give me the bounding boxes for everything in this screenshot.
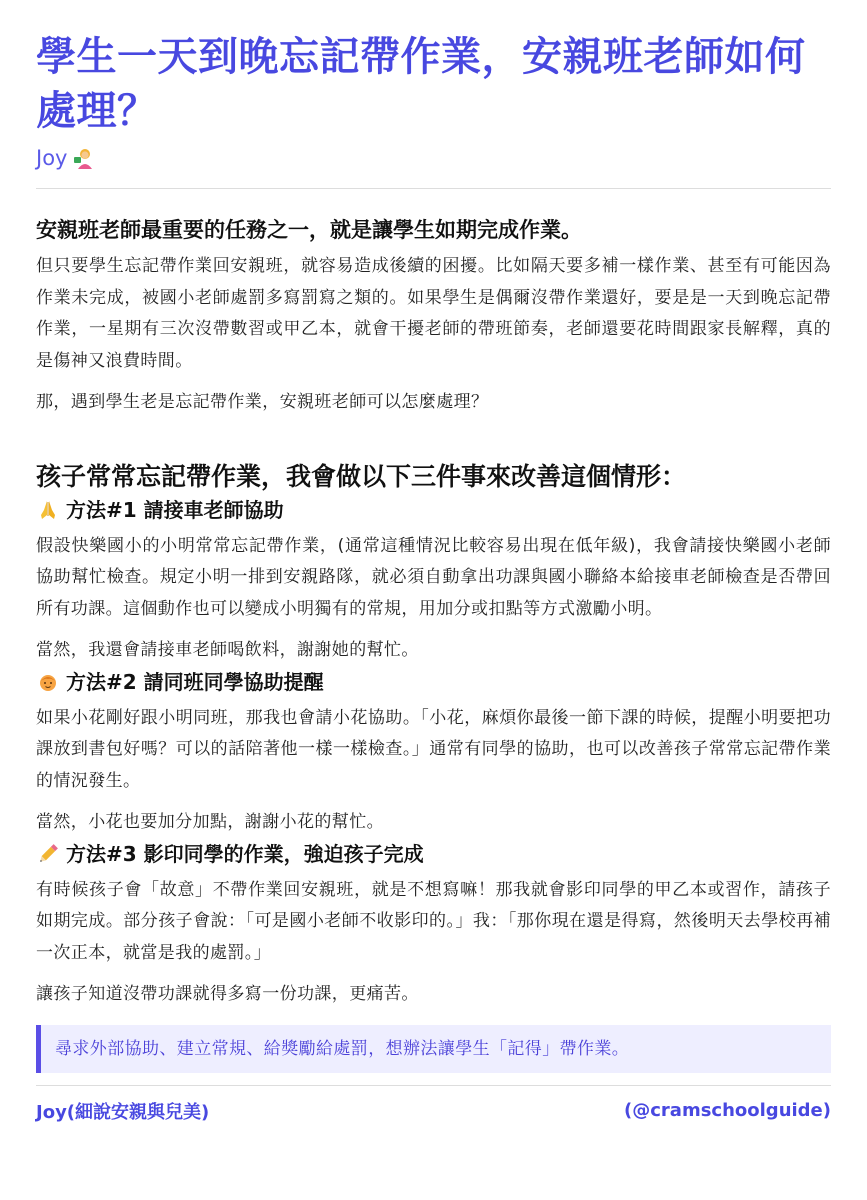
author-name: Joy (36, 146, 68, 170)
method-paragraph: 當然，小花也要加分加點，謝謝小花的幫忙。 (36, 812, 384, 832)
praying-hands-icon (36, 498, 60, 522)
footer-author: Joy(細說安親與兒美) (36, 1101, 210, 1123)
lead-heading: 安親班老師最重要的任務之一，就是讓學生如期完成作業。 (36, 218, 582, 242)
footer-handle: (@cramschoolguide) (624, 1100, 831, 1121)
woman-tipping-hand-icon (73, 147, 93, 169)
method-3-heading (36, 839, 831, 869)
footer (36, 1098, 831, 1124)
footer-divider (36, 1085, 831, 1086)
intro-paragraph: 但只要學生忘記帶作業回安親班，就容易造成後續的困擾。比如隔天要多補一樣作業、甚至有可能因為作業未完成，被國小老師處罰多寫罰寫之類的。如果學生是偶爾沒帶作業還好，要是是一天到晚忘記帶作業，一星期有三次沒帶數習或甲乙本，就會干擾老師的帶班節奏，老師還要花時間跟家長解釋，真的是傷神又浪費時間。 (36, 256, 831, 371)
method-paragraph: 有時候孩子會「故意」不帶作業回安親班，就是不想寫嘛！那我就會影印同學的甲乙本或習作，請孩子如期完成。部分孩子會說：「可是國小老師不收影印的。」我：「那你現在還是得寫，然後明天去學校再補一次正本，就當是我的處罰。」 (36, 879, 831, 963)
method-paragraph: 如果小花剛好跟小明同班，那我也會請小花協助。「小花，麻煩你最後一節下課的時候，提醒小明要把功課放到書包好嗎？可以的話陪著他一樣一樣檢查。」通常有同學的協助，也可以改善孩子常常忘記帶作業的情況發生。 (36, 707, 831, 791)
method-paragraph: 當然，我還會請接車老師喝飲料，謝謝她的幫忙。 (36, 640, 419, 660)
section-heading: 孩子常常忘記帶作業，我會做以下三件事來改善這個情形： (36, 461, 687, 491)
method-paragraph: 假設快樂國小的小明常常忘記帶作業，(通常這種情況比較容易出現在低年級)，我會請接快樂國小老師協助幫忙檢查。規定小明一排到安親路隊，就必須自動拿出功課與國小聯絡本給接車老師檢查是否帶回所有功課。這個動作也可以變成小明獨有的常規，用加分或扣點等方式激勵小明。 (36, 535, 831, 619)
divider (36, 188, 831, 189)
method-2-heading (36, 667, 831, 697)
method-heading-text: 方法#1 請接車老師協助 (66, 497, 284, 522)
article-title: 學生一天到晚忘記帶作業，安親班老師如何處理？ (36, 34, 806, 134)
method-paragraph: 讓孩子知道沒帶功課就得多寫一份功課，更痛苦。 (36, 984, 419, 1004)
method-heading-text: 方法#2 請同班同學協助提醒 (66, 669, 324, 694)
method-1-heading (36, 495, 831, 525)
intro-paragraph: 那，遇到學生老是忘記帶作業，安親班老師可以怎麼處理？ (36, 392, 489, 412)
child-face-icon (36, 670, 60, 694)
summary-callout: 尋求外部協助、建立常規、給獎勵給處罰，想辦法讓學生「記得」帶作業。 (36, 1025, 831, 1073)
pencil-icon (36, 842, 60, 866)
method-heading-text: 方法#3 影印同學的作業，強迫孩子完成 (66, 841, 424, 866)
author-byline (36, 146, 831, 170)
